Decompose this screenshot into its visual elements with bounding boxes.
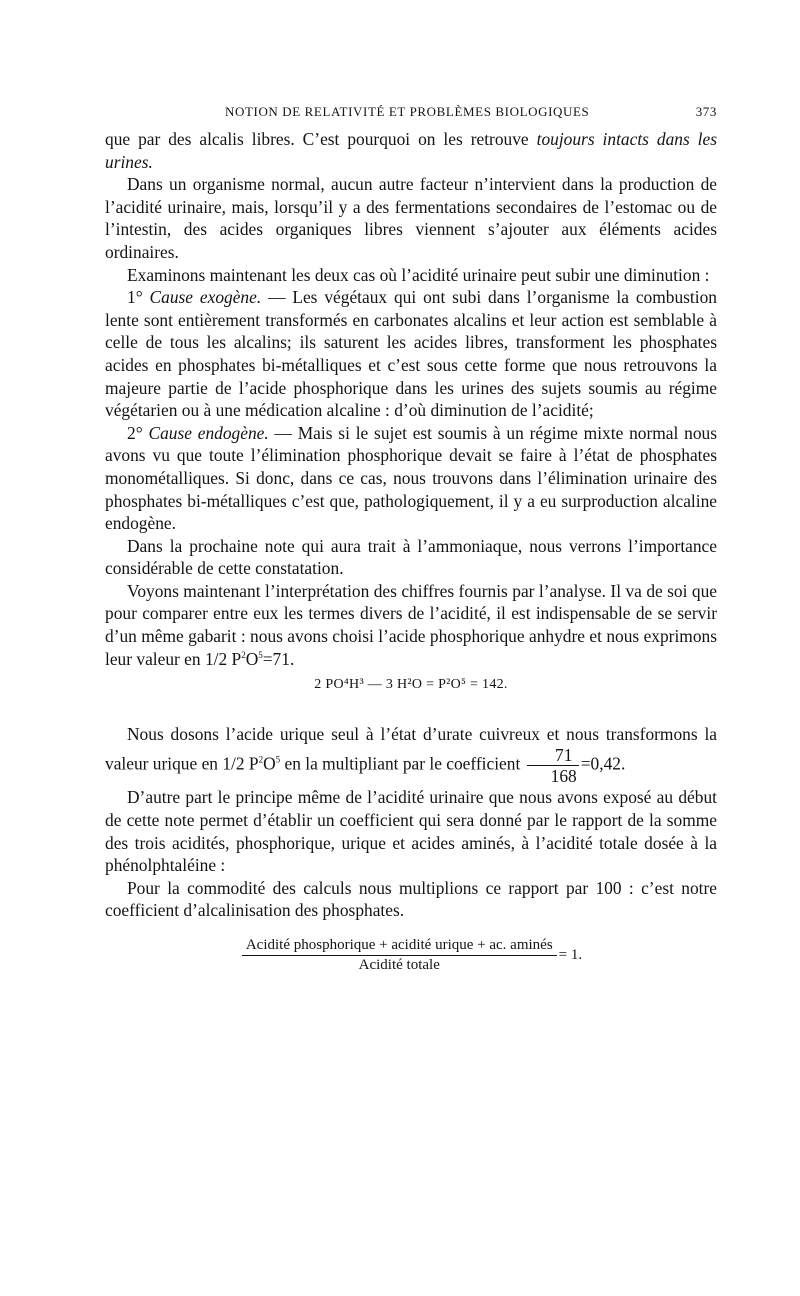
fraction-denominator: Acidité totale xyxy=(358,957,440,973)
paragraph-1-text: que par des alcalis libres. C’est pourquoi on les retrouve xyxy=(105,129,537,149)
fraction-denominator: 168 xyxy=(550,766,577,787)
paragraph-8-text-c: en la multipliant par le coefficient xyxy=(280,753,525,774)
paragraph-7-text-b: O xyxy=(245,648,259,669)
formula-result: = 1. xyxy=(558,947,583,964)
paragraph-9: D’autre part le principe même de l’acidité urinaire que nous avons exposé au début de cette note permet d’établir un coefficient qui sera donné par le rapport de la somme des trois acidités, phosphorique, urique et acides aminés, à l’acidité totale dosée à la phénolphtaléine : xyxy=(105,787,717,876)
superscript: 2 xyxy=(258,755,264,766)
item-title-exogenous: Cause exogène. xyxy=(149,287,262,308)
paragraph-2: Dans un organisme normal, aucun autre facteur n’intervient dans la production de l’acidité urinaire, mais, lorsqu’il y a des fermentations secondaires de l’estomac ou de l’intestin, des acides organiques libres viennent s’ajouter aux éléments acides ordinaires. xyxy=(105,174,717,262)
formula-alkalinisation xyxy=(105,936,717,975)
fraction-acidity xyxy=(242,936,557,975)
paragraph-endogenous xyxy=(105,422,717,535)
page-number: 373 xyxy=(695,104,717,119)
item-number-1: 1° xyxy=(127,287,143,308)
superscript: 5 xyxy=(258,649,263,660)
paragraph-1-italic: toujours intacts dans les urines. xyxy=(105,129,717,172)
paragraph-exogenous xyxy=(105,286,717,422)
body-text xyxy=(105,128,717,975)
running-head xyxy=(105,104,717,128)
superscript: 5 xyxy=(275,755,281,766)
fraction-numerator: Acidité phosphorique + acidité urique + ac. aminés xyxy=(242,936,557,956)
paragraph-8 xyxy=(105,723,717,787)
page xyxy=(105,104,717,975)
running-title: NOTION DE RELATIVITÉ ET PROBLÈMES BIOLOGIQUES xyxy=(225,104,590,119)
paragraph-3: Examinons maintenant les deux cas où l’acidité urinaire peut subir une diminution : xyxy=(127,264,710,285)
fraction-coefficient xyxy=(527,745,579,786)
paragraph-10: Pour la commodité des calculs nous multiplions ce rapport par 100 : c’est notre coefficient d’alcalinisation des phosphates. xyxy=(105,877,717,921)
item-title-endogenous: Cause endogène. xyxy=(148,422,269,443)
fraction-numerator: 71 xyxy=(527,745,579,766)
paragraph-7 xyxy=(105,580,717,670)
paragraph-8-result: =0,42. xyxy=(580,753,626,774)
paragraph-7-text-c: =71. xyxy=(262,648,295,669)
paragraph-7-text: Voyons maintenant l’interprétation des chiffres fournis par l’analyse. Il va de soi que pour comparer entre eux les termes divers de l’acidité, il est indispensable de se servir d’un même gabarit : nous avons choisi l’acide phosphorique anhydre et nous exprimons leur valeur en 1/2 P xyxy=(105,580,717,669)
item-number-2: 2° xyxy=(127,422,143,443)
item-body-exogenous: — Les végétaux qui ont subi dans l’organisme la combustion lente sont entièrement transformés en carbonates alcalins et leur action est semblable à celle de tous les alcalins; ils saturent les acides libres, transforment les phosphates acides en phosphates bi-métalliques et c’est sous cette forme que nous retrouvons la majeure partie de l’acide phosphorique dans les urines des sujets soumis au régime végétarien ou à une médication alcaline : d’où diminution de l’acidité; xyxy=(105,287,717,421)
formula-phosphoric: 2 PO⁴H³ — 3 H²O = P²O⁵ = 142. xyxy=(314,677,508,693)
paragraph-8-text-b: O xyxy=(263,753,276,774)
item-body-endogenous: — Mais si le sujet est soumis à un régime mixte normal nous avons vu que toute l’élimination phosphorique devait se faire à l’état de phosphates monométalliques. Si donc, dans ce cas, nous trouvons dans l’élimination urinaire des phosphates bi-métalliques c’est que, pathologiquement, il y a eu surproduction alcaline endogène. xyxy=(105,422,717,534)
paragraph-8-text: Nous dosons l’acide urique seul à l’état d’urate cuivreux et nous transformons la valeur urique en 1/2 P xyxy=(105,723,717,774)
paragraph-1 xyxy=(105,128,717,173)
superscript: 2 xyxy=(241,649,246,660)
paragraph-6: Dans la prochaine note qui aura trait à l’ammoniaque, nous verrons l’importance considérable de cette constatation. xyxy=(105,535,717,579)
